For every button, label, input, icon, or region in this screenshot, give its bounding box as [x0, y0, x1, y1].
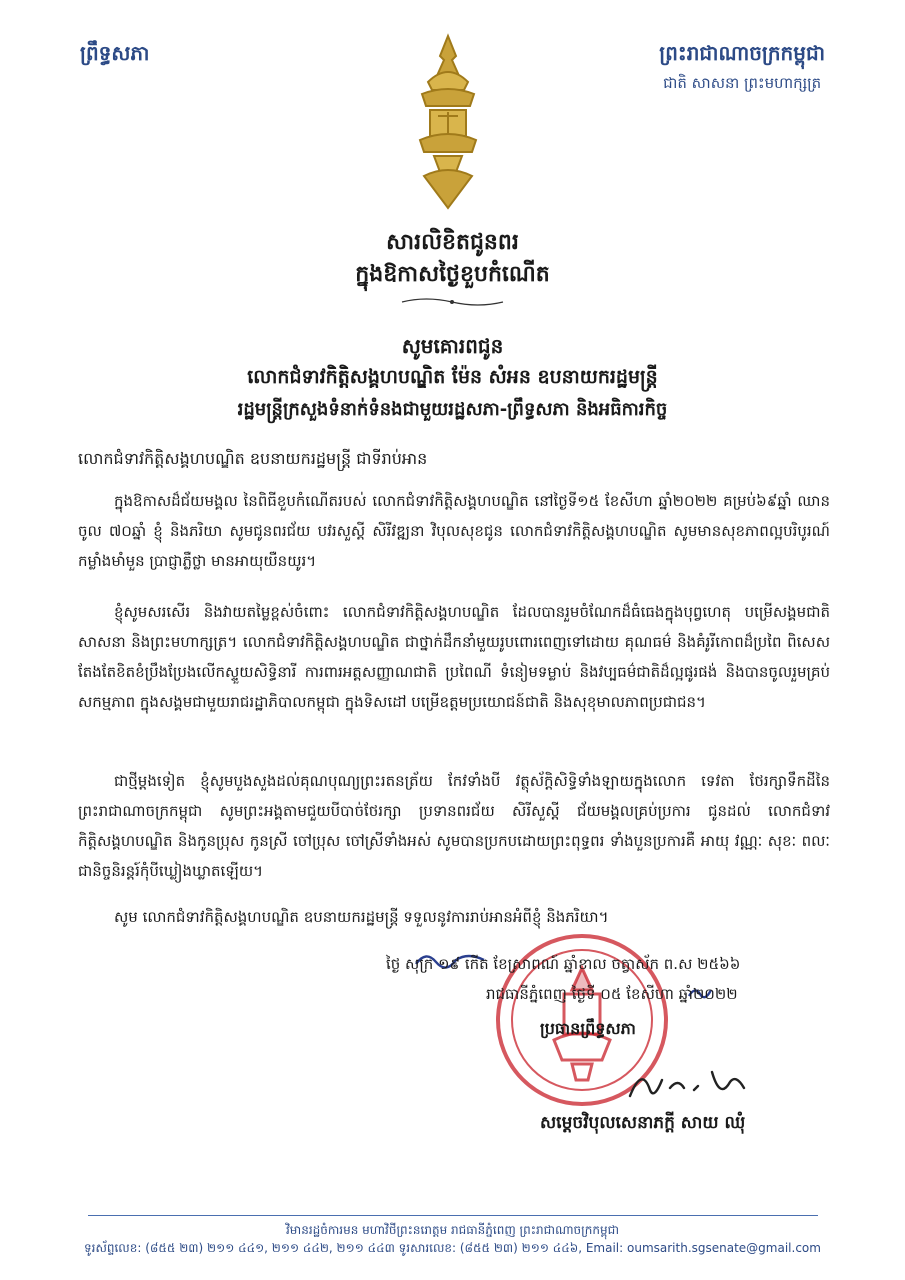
- addressee-name: លោកជំទាវកិត្តិសង្គហបណ្ឌិត ម៉ែន សំអន ឧបនាយករដ្ឋមន្ត្រី: [247, 366, 658, 388]
- body-paragraph: ជាថ្មីម្តងទៀត ខ្ញុំសូមបួងសួងដល់គុណបុណ្យព្រះរតនត្រ័យ កែវទាំងបី វត្ថុស័ក្តិសិទ្ធិទាំងឡាយក្នុងលោក ទេវតា ថែរក្សាទឹកដីនៃព្រះរាជាណាចក្រកម្ពុជា សូមព្រះអង្គតាមជួយបីបាច់ថែរក្សា ប្រទានពរជ័យ សិរីសួស្តី ជ័យមង្គលគ្រប់ប្រការ ជូនដល់ លោកជំទាវកិត្តិសង្គហបណ្ឌិត និងកូនប្រុស កូនស្រី ចៅប្រុស ចៅស្រីទាំងអស់ សូមបានប្រកបដោយព្រះពុទ្ធពរ ទាំងបួនប្រការគឺ អាយុ វណ្ណៈ សុខៈ ពលៈ ជានិច្ចនិរន្តរ៍កុំបីឃ្លៀងឃ្លាតឡើយ។: [78, 772, 830, 880]
- addressee-position: រដ្ឋមន្ត្រីក្រសួងទំនាក់ទំនងជាមួយរដ្ឋសភា-ព្រឹទ្ធសភា និងអធិការកិច្ច: [237, 399, 668, 420]
- footer-address: វិមានរដ្ឋចំការមន មហាវិថីព្រះនរោត្តម រាជធានីភ្នំពេញ ព្រះរាជាណាចក្រកម្ពុជា: [285, 1223, 619, 1237]
- kingdom-motto: ជាតិ សាសនា ព្រះមហាក្សត្រ: [663, 74, 822, 92]
- footer-contact: ទូរស័ព្ទលេខ: (៨៥៥ ២៣) ២១១ ៤៤១, ២១១ ៤៤២, ២១១ ៤៤៣ ទូរសារលេខ: (៨៥៥ ២៣) ២១១ ៤៤៦, Email: oumsarith.sgsenate@gmail.com: [84, 1241, 821, 1255]
- kingdom-header: [659, 40, 825, 96]
- lunar-date: ថ្ងៃ សុក្រ ១៩ កើត ខែស្រាពណ៍ ឆ្នាំខាល ចត្វាស័ក ព.ស ២៥៦៦: [386, 955, 741, 973]
- signatory-name: សម្តេចវិបុលសេនាភក្តី សាយ ឈុំ: [540, 1113, 746, 1133]
- salutation: លោកជំទាវកិត្តិសង្គហបណ្ឌិត ឧបនាយករដ្ឋមន្ត្រី ជាទីរាប់អាន: [78, 449, 428, 468]
- handwritten-signature: [620, 1060, 770, 1105]
- senate-emblem-icon: [408, 32, 488, 212]
- senate-label: ព្រឹទ្ធសភា: [80, 41, 150, 65]
- title-ornament-icon: [400, 296, 505, 308]
- addressee-label: សូមគោរពជូន: [401, 334, 504, 358]
- body-paragraph: ខ្ញុំសូមសរសើរ និងវាយតម្លៃខ្ពស់ចំពោះ លោកជំទាវកិត្តិសង្គហបណ្ឌិត ដែលបានរួមចំណែកដ៏ធំធេងក្នុងបុព្វហេតុ បម្រើសង្គមជាតិ សាសនា និងព្រះមហាក្សត្រ។ លោកជំទាវកិត្តិសង្គហបណ្ឌិត ជាថ្នាក់ដឹកនាំមួយរូបពោរពេញទៅដោយ គុណធម៌ និងគំរូរីកោពដ៏ប្រពៃ ពិសេសតែងតែខិតខំប្រឹងប្រែងលើកស្ទួយសិទ្ធិនារី ការពារអត្តសញ្ញាណជាតិ ប្រពៃណី ទំនៀមទម្លាប់ និងវប្បធម៌ជាតិដ៏ល្អផូរផង់ និងបានចូលរួមគ្រប់សកម្មភាព ក្នុងសង្គមជាមួយរាជរដ្ឋាភិបាលកម្ពុជា ក្នុងទិសដៅ បម្រើឧត្តមប្រយោជន៍ជាតិ និងសុខុមាលភាពប្រជាជន។: [78, 603, 830, 711]
- document-title: សារលិខិតជូនពរ: [386, 230, 519, 255]
- signatory-title: ប្រធានព្រឹទ្ធសភា: [540, 1019, 636, 1038]
- footer-divider: [88, 1215, 818, 1216]
- body-paragraph: ក្នុងឱកាសដ៏ជ័យមង្គល នៃពិធីខួបកំណើតរបស់ លោកជំទាវកិត្តិសង្គហបណ្ឌិត នៅថ្ងៃទី១៥ ខែសីហា ឆ្នាំ២០២២ គម្រប់៦៩ឆ្នាំ ឈានចូល ៧០ឆ្នាំ ខ្ញុំ និងភរិយា សូមជូនពរជ័យ បវរសួស្តី សិរីវឌ្ឍនា វិបុលសុខជូន លោកជំទាវកិត្តិសង្គហបណ្ឌិត សូមមានសុខភាពល្អបរិបូរណ៍ កម្លាំងមាំមួន ប្រាជ្ញាភ្លឺថ្លា មានអាយុយឺនយូរ។: [78, 492, 830, 570]
- closing-paragraph: សូម លោកជំទាវកិត្តិសង្គហបណ្ឌិត ឧបនាយករដ្ឋមន្ត្រី ទទួលនូវការរាប់អានអំពីខ្ញុំ និងភរិយា។: [114, 908, 609, 926]
- kingdom-title: ព្រះរាជាណាចក្រកម្ពុជា: [659, 41, 825, 65]
- gregorian-date: រាជធានីភ្នំពេញ ថ្ងៃទី ០៥ ខែសីហា ឆ្នាំ២០២២: [486, 985, 738, 1003]
- document-subtitle: ក្នុងឱកាសថ្ងៃខួបកំណើត: [355, 262, 550, 287]
